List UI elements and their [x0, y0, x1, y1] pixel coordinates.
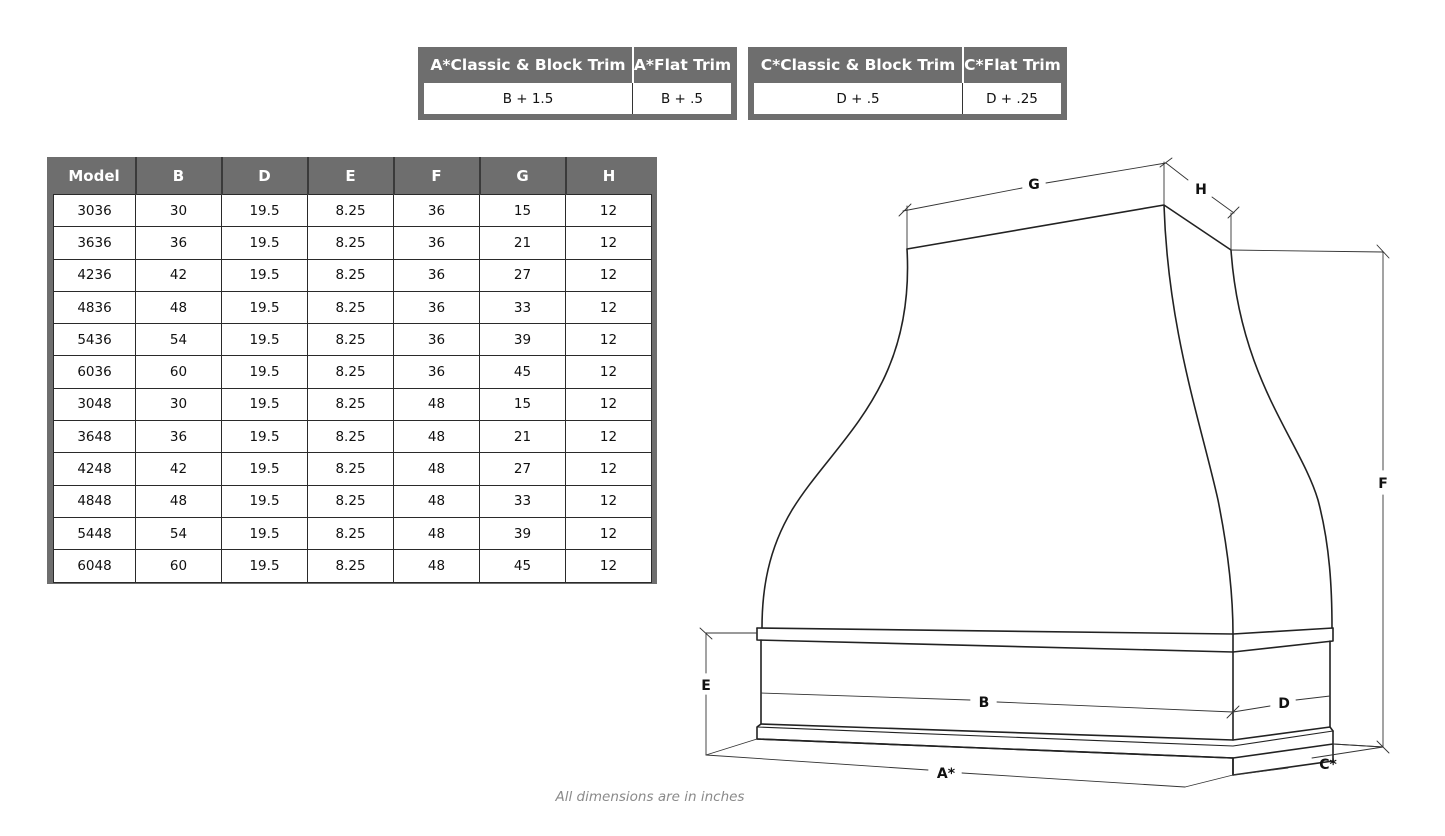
trim-c-value-classic: D + .5 — [836, 90, 880, 107]
cell-g: 21 — [480, 227, 566, 259]
cell-e: 8.25 — [308, 324, 394, 356]
cell-g: 39 — [480, 324, 566, 356]
cell-b: 36 — [136, 421, 222, 453]
bottom-trim — [757, 724, 1333, 775]
cell-h: 12 — [566, 388, 652, 420]
cell-model: 4248 — [54, 453, 136, 485]
cell-d: 19.5 — [222, 291, 308, 323]
cell-model: 3036 — [54, 195, 136, 227]
trim-a-value-flat: B + .5 — [632, 83, 731, 114]
cell-d: 19.5 — [222, 324, 308, 356]
cell-f: 48 — [394, 485, 480, 517]
cell-d: 19.5 — [222, 195, 308, 227]
trim-a-header-flat: A*Flat Trim — [632, 47, 731, 83]
cell-model: 3648 — [54, 421, 136, 453]
dimension-labels — [701, 177, 1388, 782]
cell-f: 36 — [394, 227, 480, 259]
header-d: D — [222, 157, 308, 195]
cell-d: 19.5 — [222, 356, 308, 388]
cell-b: 36 — [136, 227, 222, 259]
trim-c-value-flat: D + .25 — [962, 83, 1061, 114]
label-a: A* — [936, 766, 956, 782]
cell-f: 36 — [394, 195, 480, 227]
cell-b: 42 — [136, 453, 222, 485]
cell-d: 19.5 — [222, 421, 308, 453]
cell-f: 48 — [394, 421, 480, 453]
header-g: G — [480, 157, 566, 195]
label-c: C* — [1319, 757, 1337, 773]
cell-e: 8.25 — [308, 388, 394, 420]
cell-f: 36 — [394, 259, 480, 291]
trim-a-value-classic: B + 1.5 — [502, 90, 554, 107]
cell-f: 36 — [394, 291, 480, 323]
cell-g: 45 — [480, 356, 566, 388]
cell-e: 8.25 — [308, 550, 394, 582]
cell-h: 12 — [566, 259, 652, 291]
header-b: B — [136, 157, 222, 195]
cell-h: 12 — [566, 227, 652, 259]
label-b: B — [978, 695, 990, 711]
header-f: F — [394, 157, 480, 195]
label-f: F — [1378, 476, 1388, 492]
cell-f: 36 — [394, 324, 480, 356]
cell-h: 12 — [566, 550, 652, 582]
cell-h: 12 — [566, 291, 652, 323]
cell-g: 39 — [480, 517, 566, 549]
cell-d: 19.5 — [222, 259, 308, 291]
label-g: G — [1028, 177, 1040, 193]
dimension-lines — [700, 158, 1389, 787]
cell-d: 19.5 — [222, 550, 308, 582]
cell-h: 12 — [566, 485, 652, 517]
cell-model: 4236 — [54, 259, 136, 291]
cell-e: 8.25 — [308, 259, 394, 291]
cell-model: 5448 — [54, 517, 136, 549]
label-e: E — [701, 678, 711, 694]
cell-e: 8.25 — [308, 421, 394, 453]
trim-c-header-classic: C*Classic & Block Trim — [760, 56, 956, 74]
cell-b: 60 — [136, 550, 222, 582]
cell-d: 19.5 — [222, 517, 308, 549]
cell-e: 8.25 — [308, 485, 394, 517]
cell-b: 54 — [136, 517, 222, 549]
cell-model: 3636 — [54, 227, 136, 259]
cell-model: 4836 — [54, 291, 136, 323]
header-model: Model — [68, 166, 120, 185]
cell-model: 4848 — [54, 485, 136, 517]
cell-model: 5436 — [54, 324, 136, 356]
cell-f: 48 — [394, 517, 480, 549]
label-h: H — [1195, 182, 1207, 198]
cell-model: 6036 — [54, 356, 136, 388]
hood-body — [762, 205, 1332, 634]
cell-d: 19.5 — [222, 388, 308, 420]
cell-g: 15 — [480, 388, 566, 420]
trim-c-header-flat: C*Flat Trim — [962, 47, 1061, 83]
cell-d: 19.5 — [222, 485, 308, 517]
cell-h: 12 — [566, 421, 652, 453]
cell-g: 21 — [480, 421, 566, 453]
middle-band — [761, 640, 1330, 740]
cell-h: 12 — [566, 453, 652, 485]
cell-model: 6048 — [54, 550, 136, 582]
cell-f: 36 — [394, 356, 480, 388]
cell-e: 8.25 — [308, 291, 394, 323]
cell-g: 27 — [480, 453, 566, 485]
cell-b: 48 — [136, 485, 222, 517]
cell-g: 27 — [480, 259, 566, 291]
cell-h: 12 — [566, 356, 652, 388]
cell-b: 30 — [136, 388, 222, 420]
footnote: All dimensions are in inches — [555, 789, 745, 805]
cell-e: 8.25 — [308, 453, 394, 485]
trim-a-header-classic: A*Classic & Block Trim — [430, 56, 626, 74]
cell-b: 30 — [136, 195, 222, 227]
cell-b: 60 — [136, 356, 222, 388]
label-d: D — [1278, 696, 1290, 712]
cell-g: 45 — [480, 550, 566, 582]
cell-d: 19.5 — [222, 227, 308, 259]
cell-g: 15 — [480, 195, 566, 227]
upper-trim — [757, 628, 1333, 652]
cell-f: 48 — [394, 388, 480, 420]
cell-b: 42 — [136, 259, 222, 291]
header-e: E — [308, 157, 394, 195]
cell-e: 8.25 — [308, 356, 394, 388]
cell-f: 48 — [394, 550, 480, 582]
cell-h: 12 — [566, 517, 652, 549]
cell-f: 48 — [394, 453, 480, 485]
cell-h: 12 — [566, 324, 652, 356]
cell-b: 54 — [136, 324, 222, 356]
cell-g: 33 — [480, 291, 566, 323]
cell-e: 8.25 — [308, 227, 394, 259]
cell-e: 8.25 — [308, 195, 394, 227]
cell-model: 3048 — [54, 388, 136, 420]
header-h: H — [566, 157, 652, 195]
cell-d: 19.5 — [222, 453, 308, 485]
cell-e: 8.25 — [308, 517, 394, 549]
cell-g: 33 — [480, 485, 566, 517]
cell-h: 12 — [566, 195, 652, 227]
cell-b: 48 — [136, 291, 222, 323]
